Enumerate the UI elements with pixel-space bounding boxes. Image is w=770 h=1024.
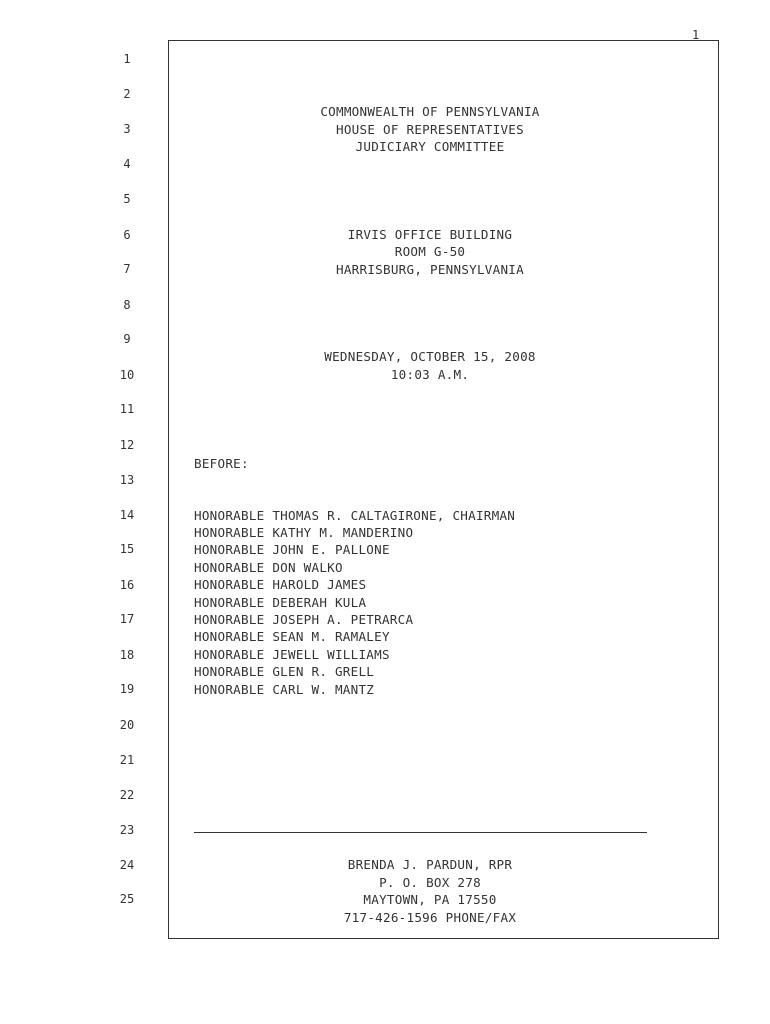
line-number: 16 xyxy=(119,578,135,592)
line-number: 18 xyxy=(119,648,135,662)
line-number: 14 xyxy=(119,508,135,522)
member-line: HONORABLE CARL W. MANTZ xyxy=(194,682,375,697)
line-number: 12 xyxy=(119,438,135,452)
hearing-time: 10:03 A.M. xyxy=(390,367,470,382)
line-number: 5 xyxy=(123,192,131,206)
line-number: 20 xyxy=(119,718,135,732)
line-number: 11 xyxy=(119,402,135,416)
line-number: 24 xyxy=(119,858,135,872)
location-city: HARRISBURG, PENNSYLVANIA xyxy=(336,262,524,277)
member-line: HONORABLE HAROLD JAMES xyxy=(194,577,367,592)
divider-rule xyxy=(194,832,647,833)
line-number: 22 xyxy=(119,788,135,802)
line-number: 7 xyxy=(123,262,131,276)
member-line: HONORABLE DEBERAH KULA xyxy=(194,595,367,610)
line-number: 6 xyxy=(123,228,131,242)
reporter-box: P. O. BOX 278 xyxy=(379,875,481,890)
line-number: 2 xyxy=(123,87,131,101)
reporter-city: MAYTOWN, PA 17550 xyxy=(363,892,497,907)
before-label: BEFORE: xyxy=(194,456,249,471)
line-number: 25 xyxy=(119,892,135,906)
member-line: HONORABLE JEWELL WILLIAMS xyxy=(194,647,390,662)
line-number: 8 xyxy=(123,298,131,312)
member-line: HONORABLE DON WALKO xyxy=(194,560,343,575)
line-number-column xyxy=(110,0,150,1024)
line-number: 1 xyxy=(123,52,131,66)
page-number: 1 xyxy=(692,28,700,42)
line-number: 3 xyxy=(123,122,131,136)
member-line: HONORABLE KATHY M. MANDERINO xyxy=(194,525,414,540)
transcript-frame xyxy=(168,40,719,939)
location-room: ROOM G-50 xyxy=(394,244,466,259)
line-number: 19 xyxy=(119,682,135,696)
line-number: 9 xyxy=(123,332,131,346)
line-number: 23 xyxy=(119,823,135,837)
line-number: 10 xyxy=(119,368,135,382)
header-commonwealth: COMMONWEALTH OF PENNSYLVANIA xyxy=(320,104,540,119)
member-line: HONORABLE SEAN M. RAMALEY xyxy=(194,629,390,644)
line-number: 17 xyxy=(119,612,135,626)
reporter-phone: 717-426-1596 PHONE/FAX xyxy=(343,910,517,925)
member-line: HONORABLE THOMAS R. CALTAGIRONE, CHAIRMAN xyxy=(194,508,516,523)
member-line: HONORABLE JOHN E. PALLONE xyxy=(194,542,390,557)
member-line: HONORABLE JOSEPH A. PETRARCA xyxy=(194,612,414,627)
header-house: HOUSE OF REPRESENTATIVES xyxy=(336,122,524,137)
line-number: 4 xyxy=(123,157,131,171)
line-number: 15 xyxy=(119,542,135,556)
reporter-name: BRENDA J. PARDUN, RPR xyxy=(347,857,513,872)
line-number: 21 xyxy=(119,753,135,767)
hearing-date: WEDNESDAY, OCTOBER 15, 2008 xyxy=(324,349,536,364)
location-building: IRVIS OFFICE BUILDING xyxy=(347,227,513,242)
line-number: 13 xyxy=(119,473,135,487)
header-committee: JUDICIARY COMMITTEE xyxy=(355,139,505,154)
member-line: HONORABLE GLEN R. GRELL xyxy=(194,664,375,679)
